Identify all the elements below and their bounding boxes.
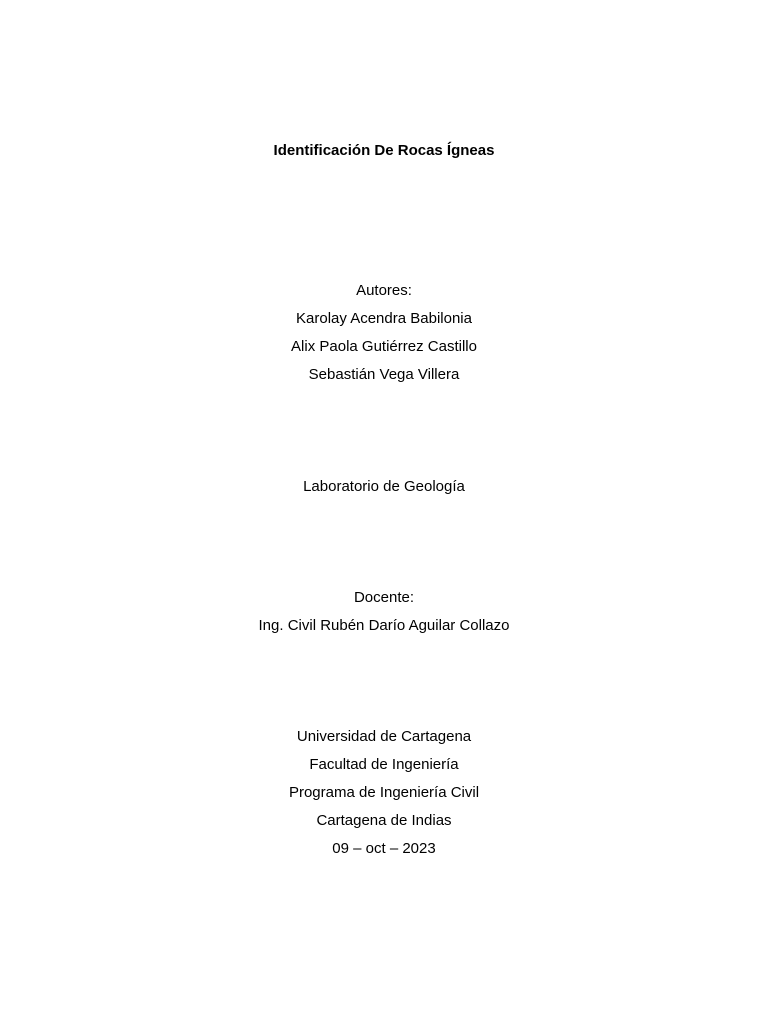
authors-heading: Autores: xyxy=(356,282,412,299)
faculty-name: Facultad de Ingeniería xyxy=(309,756,459,773)
author-name: Alix Paola Gutiérrez Castillo xyxy=(291,338,477,355)
document-title: Identificación De Rocas Ígneas xyxy=(273,142,495,159)
university-name: Universidad de Cartagena xyxy=(296,728,472,745)
document-date: 09 – oct – 2023 xyxy=(332,840,436,857)
course-name: Laboratorio de Geología xyxy=(303,478,465,495)
teacher-name: Ing. Civil Rubén Darío Aguilar Collazo xyxy=(258,617,510,634)
program-name: Programa de Ingeniería Civil xyxy=(288,784,480,801)
author-name: Sebastián Vega Villera xyxy=(308,366,460,383)
author-name: Karolay Acendra Babilonia xyxy=(296,310,472,327)
city-name: Cartagena de Indias xyxy=(316,812,452,829)
teacher-heading: Docente: xyxy=(353,589,415,606)
